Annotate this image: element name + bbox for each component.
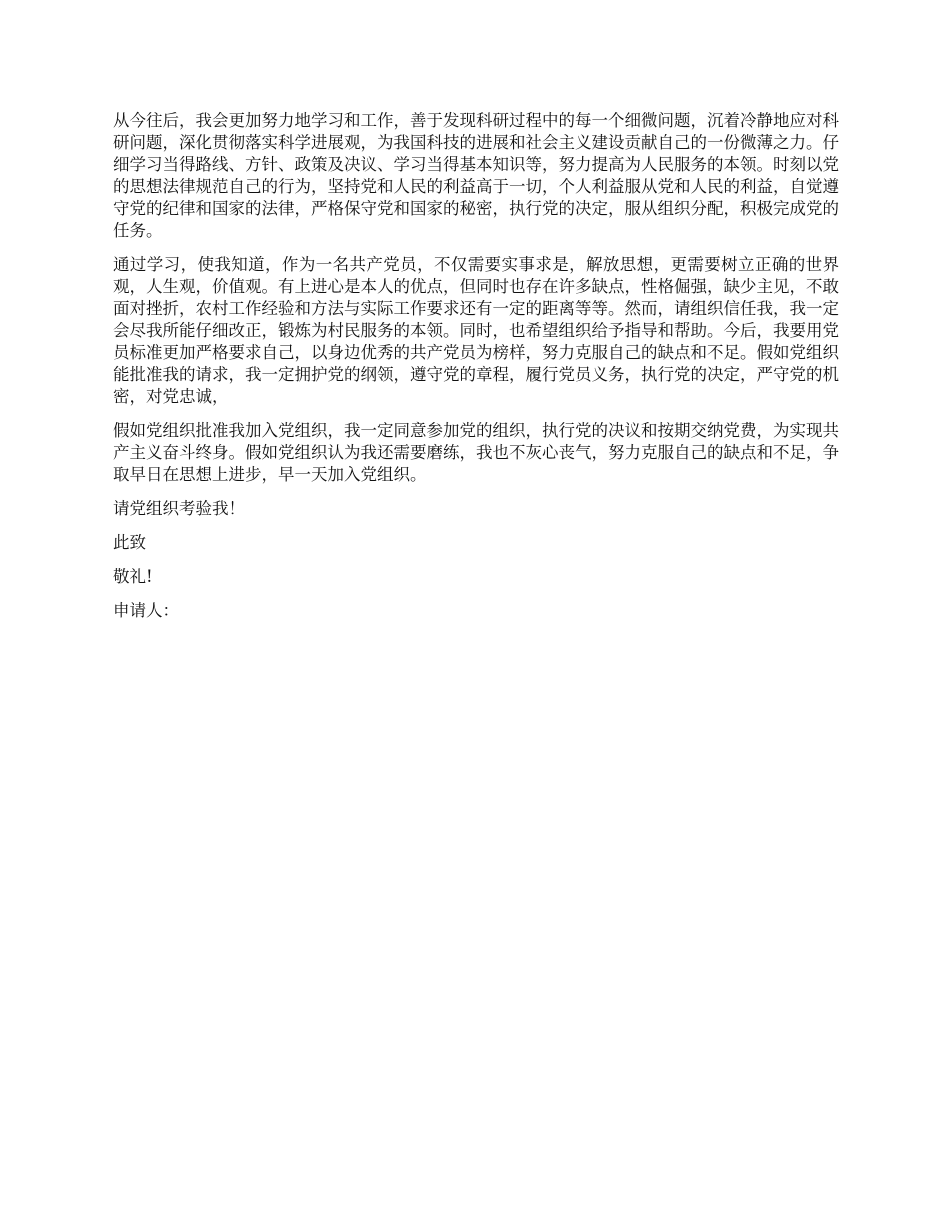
closing-salutation: 此致 xyxy=(113,533,146,552)
paragraph-2: 通过学习，使我知道，作为一名共产党员，不仅需要实事求是，解放思想，更需要树立正确的世界观，人生观，价值观。有上进心是本人的优点，但同时也存在许多缺点，性格倔强，缺少主见，不敢面对挫折，农村工作经验和方法与实际工作要求还有一定的距离等等。然而，请组织信任我，我一定会尽我所能仔细改正，锻炼为村民服务的本领。同时，也希望组织给予指导和帮助。今后，我要用党员标准更加严格要求自己，以身边优秀的共产党员为榜样，努力克服自己的缺点和不足。假如党组织能批准我的请求，我一定拥护党的纲领，遵守党的章程，履行党员义务，执行党的决定，严守党的机密，对党忠诚， xyxy=(113,255,839,406)
paragraph-1: 从今往后，我会更加努力地学习和工作，善于发现科研过程中的每一个细微问题，沉着冷静地应对科研问题，深化贯彻落实科学进展观，为我国科技的进展和社会主义建设贡献自己的一份微薄之力。仔细学习当得路线、方针、政策及决议、学习当得基本知识等，努力提高为人民服务的本领。时刻以党的思想法律规范自己的行为，坚持党和人民的利益高于一切，个人利益服从党和人民的利益，自觉遵守党的纪律和国家的法律，严格保守党和国家的秘密，执行党的决定，服从组织分配，积极完成党的任务。 xyxy=(113,111,839,240)
closing-request: 请党组织考验我！ xyxy=(113,499,245,518)
closing-respect: 敬礼! xyxy=(113,567,153,586)
applicant-label: 申请人： xyxy=(113,601,179,620)
document-body xyxy=(113,110,839,634)
paragraph-3: 假如党组织批准我加入党组织，我一定同意参加党的组织，执行党的决议和按期交纳党费，为实现共产主义奋斗终身。假如党组织认为我还需要磨练，我也不灰心丧气，努力克服自己的缺点和不足，争取早日在思想上进步，早一天加入党组织。 xyxy=(113,421,839,484)
